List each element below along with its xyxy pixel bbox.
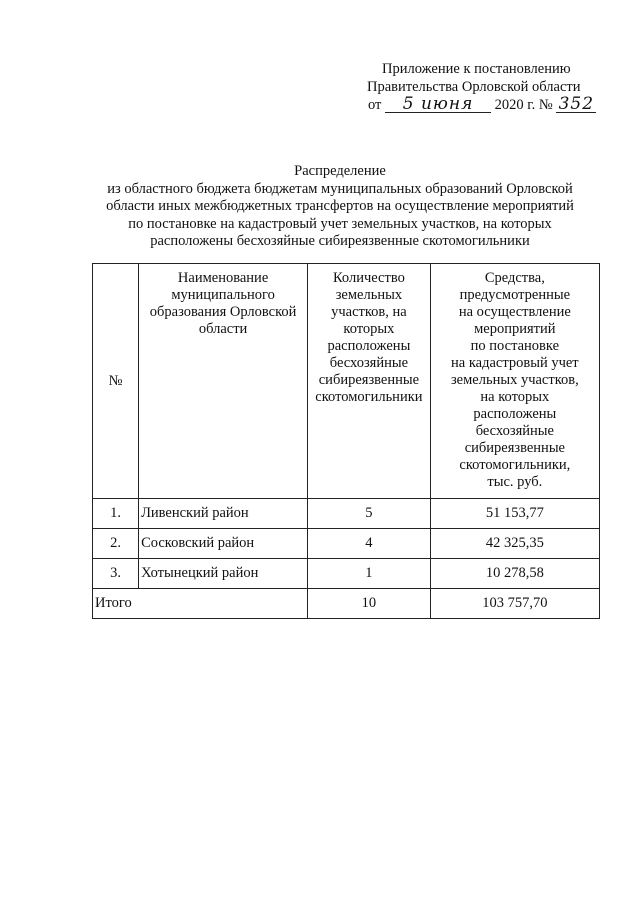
row-number: 1. bbox=[93, 499, 139, 529]
title-line: из областного бюджета бюджетам муниципальных образований Орловской bbox=[107, 180, 573, 197]
title-heading: Распределение bbox=[294, 163, 386, 179]
column-header-name bbox=[139, 264, 308, 499]
header-text: расположены bbox=[473, 406, 557, 422]
header-text: Количество bbox=[332, 270, 405, 286]
header-text: предусмотренные bbox=[459, 287, 571, 303]
header-text: мероприятий bbox=[474, 321, 556, 337]
handwritten-date: 5 июня bbox=[385, 96, 491, 113]
table-row bbox=[93, 529, 600, 559]
document-title bbox=[70, 163, 610, 251]
district-name: Сосковский район bbox=[139, 529, 308, 559]
year-number-label: 2020 г. № bbox=[494, 97, 553, 113]
plot-count: 4 bbox=[308, 529, 431, 559]
handwritten-number: 352 bbox=[556, 96, 596, 113]
total-funds: 103 757,70 bbox=[430, 589, 599, 619]
header-text: образования Орловской bbox=[149, 304, 297, 320]
header-text: бесхозяйные bbox=[329, 355, 409, 371]
column-header-funds bbox=[430, 264, 599, 499]
header-text: расположены bbox=[327, 338, 411, 354]
plot-count: 1 bbox=[308, 559, 431, 589]
total-label: Итого bbox=[93, 589, 308, 619]
header-text: скотомогильники bbox=[315, 389, 423, 405]
funds-amount: 51 153,77 bbox=[430, 499, 599, 529]
district-name: Хотынецкий район bbox=[139, 559, 308, 589]
distribution-table bbox=[92, 263, 600, 619]
header-text: участков, на bbox=[331, 304, 407, 320]
row-number: 2. bbox=[93, 529, 139, 559]
header-text: земельных bbox=[335, 287, 403, 303]
column-header-number: № bbox=[93, 264, 139, 499]
total-count: 10 bbox=[308, 589, 431, 619]
plot-count: 5 bbox=[308, 499, 431, 529]
header-text: земельных участков, bbox=[450, 372, 579, 388]
header-text: на которых bbox=[480, 389, 550, 405]
from-label: от bbox=[368, 97, 382, 113]
title-line: области иных межбюджетных трансфертов на осуществление мероприятий bbox=[106, 198, 574, 214]
table-row bbox=[93, 559, 600, 589]
column-header-count bbox=[308, 264, 431, 499]
header-line-date-number bbox=[360, 96, 610, 114]
row-number: 3. bbox=[93, 559, 139, 589]
header-text: муниципального bbox=[171, 287, 275, 303]
title-line: по постановке на кадастровый учет земельных участков, на которых bbox=[128, 215, 552, 232]
header-text: на осуществление bbox=[458, 304, 571, 320]
total-row bbox=[93, 589, 600, 619]
district-name: Ливенский район bbox=[139, 499, 308, 529]
header-text: которых bbox=[343, 321, 395, 337]
table-header-row bbox=[93, 264, 600, 499]
funds-amount: 10 278,58 bbox=[430, 559, 599, 589]
header-text: сибиреязвенные bbox=[318, 372, 420, 388]
header-text: сибиреязвенные bbox=[464, 440, 565, 456]
header-text: на кадастровый учет bbox=[451, 355, 579, 371]
header-line-government: Правительства Орловской области bbox=[367, 79, 581, 95]
document-header bbox=[360, 60, 610, 114]
table-row bbox=[93, 499, 600, 529]
header-text: области bbox=[198, 321, 248, 337]
header-text: бесхозяйные bbox=[475, 423, 554, 439]
header-text: Наименование bbox=[177, 270, 269, 286]
funds-amount: 42 325,35 bbox=[430, 529, 599, 559]
header-text: скотомогильники, bbox=[459, 457, 571, 473]
header-text: тыс. руб. bbox=[487, 474, 543, 490]
title-line: расположены бесхозяйные сибиреязвенные скотомогильники bbox=[150, 233, 530, 249]
header-text: Средства, bbox=[484, 270, 545, 286]
header-text: по постановке bbox=[470, 338, 560, 354]
header-line-appendix: Приложение к постановлению bbox=[382, 61, 571, 77]
